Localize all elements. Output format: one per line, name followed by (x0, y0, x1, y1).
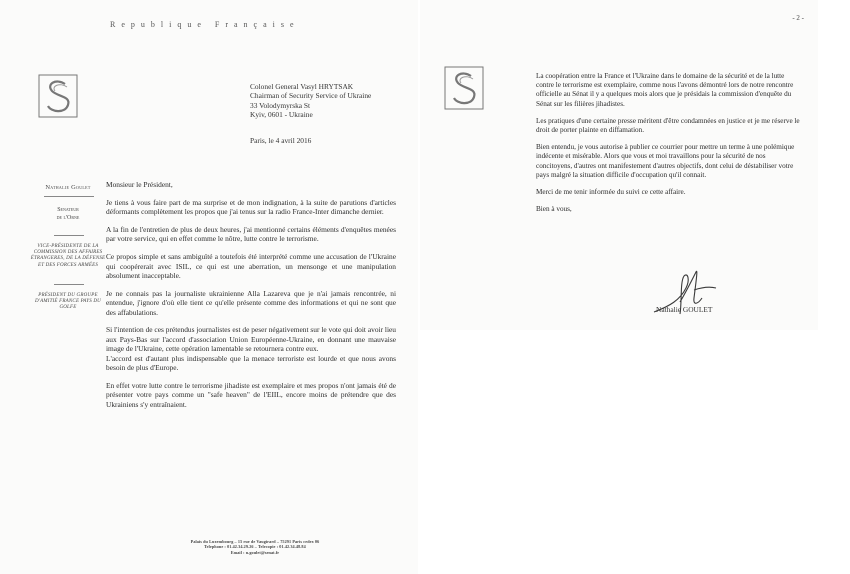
divider (54, 284, 84, 285)
paragraph: Ce propos simple et sans ambiguïté a toutefois été interprété comme une accusation de l'Ukraine qui coopérerait avec ISIL, ce qui est une aberration, un mensonge et une manipulation absolument inacceptable. (106, 252, 396, 281)
closing: Bien à vous, (536, 205, 572, 214)
page-number: - 2 - (792, 14, 804, 22)
paragraph: Je tiens à vous faire part de ma surprise et de mon indignation, à la suite de parutions d'articles déformants complètement les propos que j'ai tenus sur la radio France-Inter dimanche dernier. (106, 197, 396, 217)
recipient-line: Kyiv, 0601 - Ukraine (250, 110, 313, 120)
sender-role-2 (28, 293, 108, 312)
salutation: Monsieur le Président, (106, 180, 173, 189)
footer-email: Email : n.goulet@senat.fr (230, 549, 280, 555)
letter-footer (140, 539, 370, 555)
paragraph: Si l'intention de ces prétendus journalistes est de peser négativement sur le vote qui doit avoir lieu aux Pays-Bas sur l'accord d'association Union Européenne-Ukraine, en donnant une mauvaise image de l'Ukraine, cette opération lamentable se retournera contre eux. (106, 325, 396, 354)
signature-name: Nathalie GOULET (656, 305, 713, 314)
recipient-address (250, 82, 371, 120)
letter-page-2 (420, 0, 818, 330)
paragraph: Je ne connais pas la journaliste ukrainienne Alla Lazareva que je n'ai jamais rencontrée, ni entendue, j'ignore d'où elle tient ce qu'elle présente comme des informations et qui ne sont que des affabulations. (106, 288, 396, 317)
footer-address: Palais du Luxembourg – 15 rue de Vaugirard – 75291 Paris cedex 06 (190, 539, 320, 544)
paragraph: Merci de me tenir informée du suivi ce cette affaire. (536, 188, 686, 197)
paragraph: En effet votre lutte contre le terrorisme jihadiste est exemplaire et mes propos n'ont jamais été de présenter votre pays comme un "safe heaven" de l'EIIL, encore moins de prétendre que des Ukrainiens s'y entraînaient. (106, 380, 396, 409)
paragraph: Les pratiques d'une certaine presse méritent d'être condamnées en justice et je me réserve le droit de porter plainte en diffamation. (536, 116, 800, 135)
recipient-line: Colonel General Vasyl HRYTSAK (250, 82, 354, 91)
senat-logo (38, 74, 78, 118)
paragraph: L'accord est d'autant plus indispensable que la menace terroriste est lourde et que nous avons besoin de plus d'Europe. (106, 353, 396, 373)
divider (44, 196, 94, 197)
header-republique-francaise: Republique Française (110, 20, 300, 29)
paragraph: A la fin de l'entretien de plus de deux heures, j'ai mentionné certains éléments d'enquêtes menées par votre service, qui en effet comme le nôtre, lutte contre le terrorisme. (106, 225, 396, 244)
sender-name (28, 184, 108, 191)
divider (54, 235, 84, 236)
letter-page-1 (0, 0, 418, 574)
sender-role-1-text: VICE-PRÉSIDENTE DE LA COMMISSION DES AFFAIRES ÉTRANGERES, DE LA DÉFENSE ET DES FORCES ARMÉES (30, 244, 106, 268)
sender-role-1 (28, 244, 108, 269)
senat-logo (444, 66, 484, 110)
letter-body-1 (106, 180, 396, 417)
sender-title (28, 206, 108, 222)
paragraph: La coopération entre la France et l'Ukraine dans le domaine de la sécurité et de la lutte contre le terrorisme est exemplaire, comme nous l'avons démontré lors de notre rencontre officielle au Sénat il y a quelques mois alors que je présidais la commission d'enquête du Sénat sur les filières jihadistes. (536, 72, 794, 108)
senat-logo-icon (38, 74, 78, 118)
sender-title-text: Senateur (57, 207, 79, 213)
sender-region-text: de l'Orne (56, 215, 80, 221)
letter-body-2 (536, 72, 802, 222)
senat-logo-icon (444, 66, 484, 110)
letter-date: Paris, le 4 avril 2016 (250, 136, 312, 145)
footer-phone: Telephone : 01.42.34.29.26 – Telecopie : 01.42.34.48.84 (204, 544, 306, 550)
recipient-line: Chairman of Security Service of Ukraine (250, 91, 372, 101)
paragraph: Bien entendu, je vous autorise à publier ce courrier pour mettre un terme à une polémique indécente et misérable. Alors que vous et moi travaillons pour la sécurité de nos concitoyens, d'autres ont manifestement d'autres objectifs, dont celui de déstabiliser votre pays malgré la situation difficile d'occupation qu'il connait. (536, 143, 795, 179)
sender-role-2-text: PRÉSIDENT DU GROUPE D'AMITIÉ FRANCE PAYS DU GOLFE (35, 293, 101, 311)
sender-name-text: Nathalie Goulet (45, 184, 91, 191)
recipient-line: 33 Volodymyrska St (250, 100, 311, 110)
